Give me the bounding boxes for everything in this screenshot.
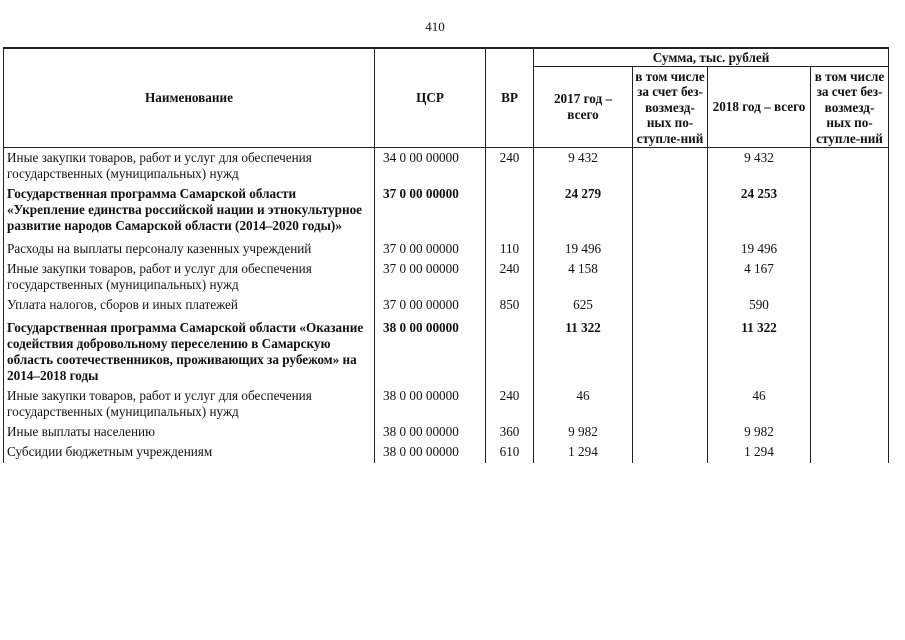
header-csr: ЦСР [375, 48, 486, 148]
row-name: Уплата налогов, сборов и иных платежей [4, 296, 375, 319]
table-row [4, 423, 889, 443]
row-name: Иные выплаты населению [4, 423, 375, 443]
row-2018-total: 9 432 [708, 148, 811, 186]
row-2017-total: 46 [534, 387, 633, 423]
table-row [4, 296, 889, 319]
table-row [4, 319, 889, 387]
row-2018-total: 24 253 [708, 185, 811, 240]
row-2018-free [811, 443, 889, 463]
row-name: Иные закупки товаров, работ и услуг для обеспечения государственных (муниципальных) нужд [4, 387, 375, 423]
row-2018-total: 46 [708, 387, 811, 423]
row-2018-free [811, 185, 889, 240]
row-2018-free [811, 423, 889, 443]
row-2018-free [811, 296, 889, 319]
row-csr: 38 0 00 00000 [375, 443, 486, 463]
table-row [4, 443, 889, 463]
row-vr: 360 [486, 423, 534, 443]
header-amount-group: Сумма, тыс. рублей [534, 48, 889, 67]
row-2018-total: 19 496 [708, 240, 811, 260]
row-2018-total: 4 167 [708, 260, 811, 296]
header-name: Наименование [4, 48, 375, 148]
row-2017-free [633, 296, 708, 319]
row-name: Государственная программа Самарской области «Укрепление единства российской нации и этнокультурное развитие народов Самарской области (2014–2020 годы)» [4, 185, 375, 240]
row-2018-free [811, 260, 889, 296]
table-row [4, 185, 889, 240]
row-name: Иные закупки товаров, работ и услуг для обеспечения государственных (муниципальных) нужд [4, 260, 375, 296]
row-name: Государственная программа Самарской области «Оказание содействия добровольному переселению в Самарскую область соотечественников, проживающих за рубежом» на 2014–2018 годы [4, 319, 375, 387]
row-csr: 37 0 00 00000 [375, 185, 486, 240]
row-2017-free [633, 240, 708, 260]
row-name: Расходы на выплаты персоналу казенных учреждений [4, 240, 375, 260]
header-2017-total: 2017 год – всего [534, 67, 633, 148]
row-name: Иные закупки товаров, работ и услуг для обеспечения государственных (муниципальных) нужд [4, 148, 375, 186]
row-2017-free [633, 443, 708, 463]
row-2018-total: 11 322 [708, 319, 811, 387]
row-2017-total: 1 294 [534, 443, 633, 463]
row-csr: 37 0 00 00000 [375, 240, 486, 260]
row-vr: 110 [486, 240, 534, 260]
row-csr: 38 0 00 00000 [375, 387, 486, 423]
page-number: 410 [425, 19, 445, 34]
row-vr: 850 [486, 296, 534, 319]
row-csr: 34 0 00 00000 [375, 148, 486, 186]
row-2017-total: 4 158 [534, 260, 633, 296]
table-row [4, 240, 889, 260]
row-2018-free [811, 387, 889, 423]
row-2018-total: 1 294 [708, 443, 811, 463]
row-csr: 38 0 00 00000 [375, 319, 486, 387]
row-vr [486, 319, 534, 387]
row-csr: 38 0 00 00000 [375, 423, 486, 443]
row-vr: 610 [486, 443, 534, 463]
row-2017-total: 11 322 [534, 319, 633, 387]
row-vr: 240 [486, 148, 534, 186]
row-2017-total: 24 279 [534, 185, 633, 240]
row-name: Субсидии бюджетным учреждениям [4, 443, 375, 463]
table-row [4, 387, 889, 423]
row-2018-total: 9 982 [708, 423, 811, 443]
row-vr: 240 [486, 387, 534, 423]
row-2017-total: 625 [534, 296, 633, 319]
row-2017-free [633, 423, 708, 443]
table-body [4, 148, 889, 464]
row-csr: 37 0 00 00000 [375, 296, 486, 319]
header-2017-free: в том числе за счет без-возмезд-ных по-ступле-ний [633, 67, 708, 148]
row-2017-free [633, 319, 708, 387]
table-header [4, 48, 889, 148]
row-csr: 37 0 00 00000 [375, 260, 486, 296]
row-2018-total: 590 [708, 296, 811, 319]
table-row [4, 148, 889, 186]
row-2017-free [633, 260, 708, 296]
row-2017-total: 9 432 [534, 148, 633, 186]
header-2018-free: в том числе за счет без-возмезд-ных по-ступле-ний [811, 67, 889, 148]
budget-table [3, 47, 889, 463]
row-2017-free [633, 148, 708, 186]
header-vr: ВР [486, 48, 534, 148]
row-vr [486, 185, 534, 240]
row-2018-free [811, 148, 889, 186]
row-2017-free [633, 185, 708, 240]
row-vr: 240 [486, 260, 534, 296]
row-2017-total: 9 982 [534, 423, 633, 443]
table-row [4, 260, 889, 296]
row-2017-total: 19 496 [534, 240, 633, 260]
header-2018-total: 2018 год – всего [708, 67, 811, 148]
row-2018-free [811, 240, 889, 260]
row-2017-free [633, 387, 708, 423]
row-2018-free [811, 319, 889, 387]
